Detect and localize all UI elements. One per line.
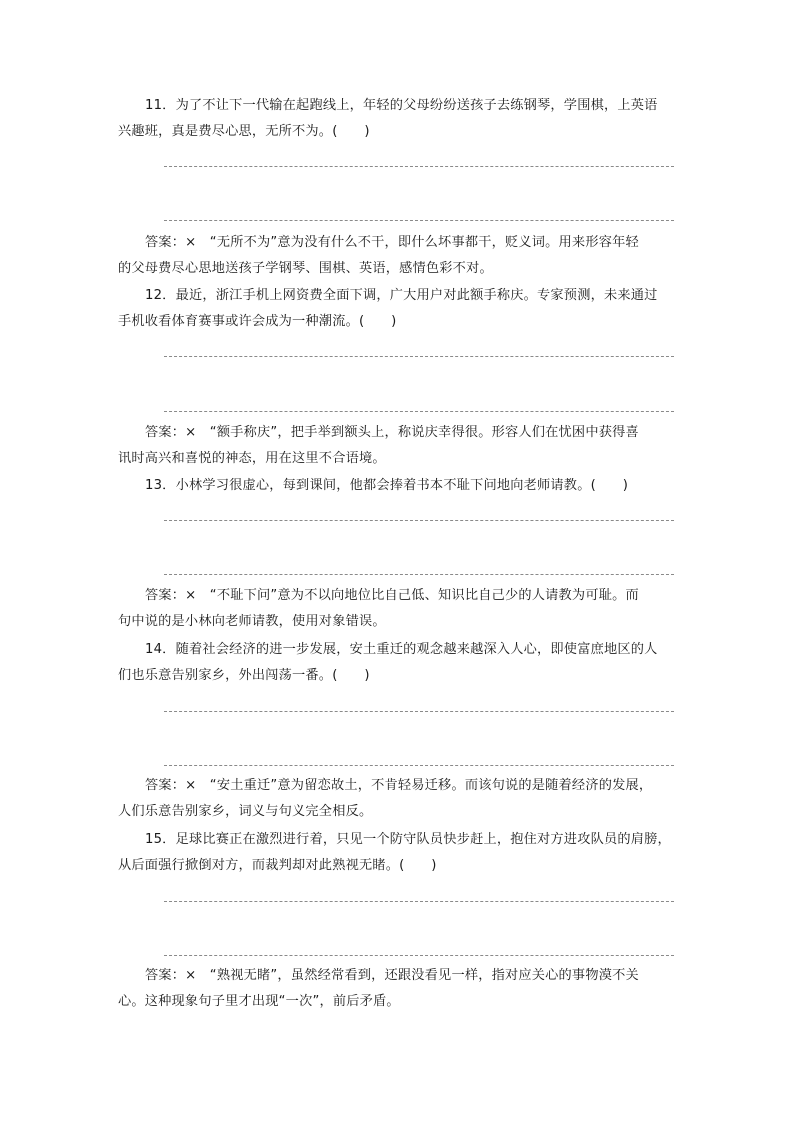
question-text: 12．最近，浙江手机上网资费全面下调，广大用户对此额手称庆。专家预测，未来通过 bbox=[145, 288, 658, 303]
answer-line[interactable] bbox=[164, 765, 674, 766]
answer-text: 答案：× “额手称庆”，把手举到额头上，称说庆幸得很。形容人们在忧困中获得喜 bbox=[145, 425, 639, 440]
answer-line[interactable] bbox=[164, 955, 674, 956]
question-text: 兴趣班，真是费尽心思，无所不为。( ) bbox=[118, 124, 370, 139]
answer-line[interactable] bbox=[164, 574, 674, 575]
answer-text: 讯时高兴和喜悦的神态，用在这里不合语境。 bbox=[118, 451, 386, 466]
answer-line[interactable] bbox=[164, 166, 674, 167]
answer-text: 答案：× “不耻下问”意为不以向地位比自己低、知识比自己少的人请教为可耻。而 bbox=[145, 588, 639, 603]
answer-15 bbox=[118, 963, 678, 1015]
question-text: 从后面强行掀倒对方，而裁判却对此熟视无睹。( ) bbox=[118, 858, 437, 873]
question-text: 14．随着社会经济的进一步发展，安土重迁的观念越来越深入人心，即使富庶地区的人 bbox=[145, 642, 658, 657]
answer-14 bbox=[118, 773, 678, 825]
answer-13 bbox=[118, 583, 678, 635]
answer-11 bbox=[118, 230, 678, 282]
answer-text: 的父母费尽心思地送孩子学钢琴、围棋、英语，感情色彩不对。 bbox=[118, 261, 493, 276]
answer-text: 答案：× “熟视无睹”，虽然经常看到，还跟没看见一样，指对应关心的事物漠不关 bbox=[145, 968, 639, 983]
answer-text: 答案：× “无所不为”意为没有什么不干，即什么坏事都干，贬义词。用来形容年轻 bbox=[145, 235, 639, 250]
answer-12 bbox=[118, 420, 678, 472]
answer-text: 句中说的是小林向老师请教，使用对象错误。 bbox=[118, 614, 386, 629]
answer-line[interactable] bbox=[164, 356, 674, 357]
answer-line[interactable] bbox=[164, 520, 674, 521]
question-text: 手机收看体育赛事或许会成为一种潮流。( ) bbox=[118, 314, 397, 329]
question-text: 13．小林学习很虚心，每到课间，他都会捧着书本不耻下问地向老师请教。( ) bbox=[145, 478, 629, 493]
question-text: 11．为了不让下一代输在起跑线上，年轻的父母纷纷送孩子去练钢琴，学围棋，上英语 bbox=[145, 98, 658, 113]
question-12 bbox=[118, 283, 678, 335]
answer-text: 人们乐意告别家乡，词义与句义完全相反。 bbox=[118, 804, 373, 819]
question-14 bbox=[118, 637, 678, 689]
question-text: 15．足球比赛正在激烈进行着，只见一个防守队员快步赶上，抱住对方进攻队员的肩膀， bbox=[145, 832, 671, 847]
question-15 bbox=[118, 827, 678, 879]
answer-line[interactable] bbox=[164, 711, 674, 712]
question-text: 们也乐意告别家乡，外出闯荡一番。( ) bbox=[118, 668, 370, 683]
answer-line[interactable] bbox=[164, 220, 674, 221]
answer-line[interactable] bbox=[164, 411, 674, 412]
question-13 bbox=[118, 473, 678, 499]
answer-line[interactable] bbox=[164, 901, 674, 902]
answer-text: 心。这种现象句子里才出现“一次”，前后矛盾。 bbox=[118, 994, 400, 1009]
answer-text: 答案：× “安土重迁”意为留恋故土，不肯轻易迁移。而该句说的是随着经济的发展， bbox=[145, 778, 653, 793]
question-11 bbox=[118, 93, 678, 145]
